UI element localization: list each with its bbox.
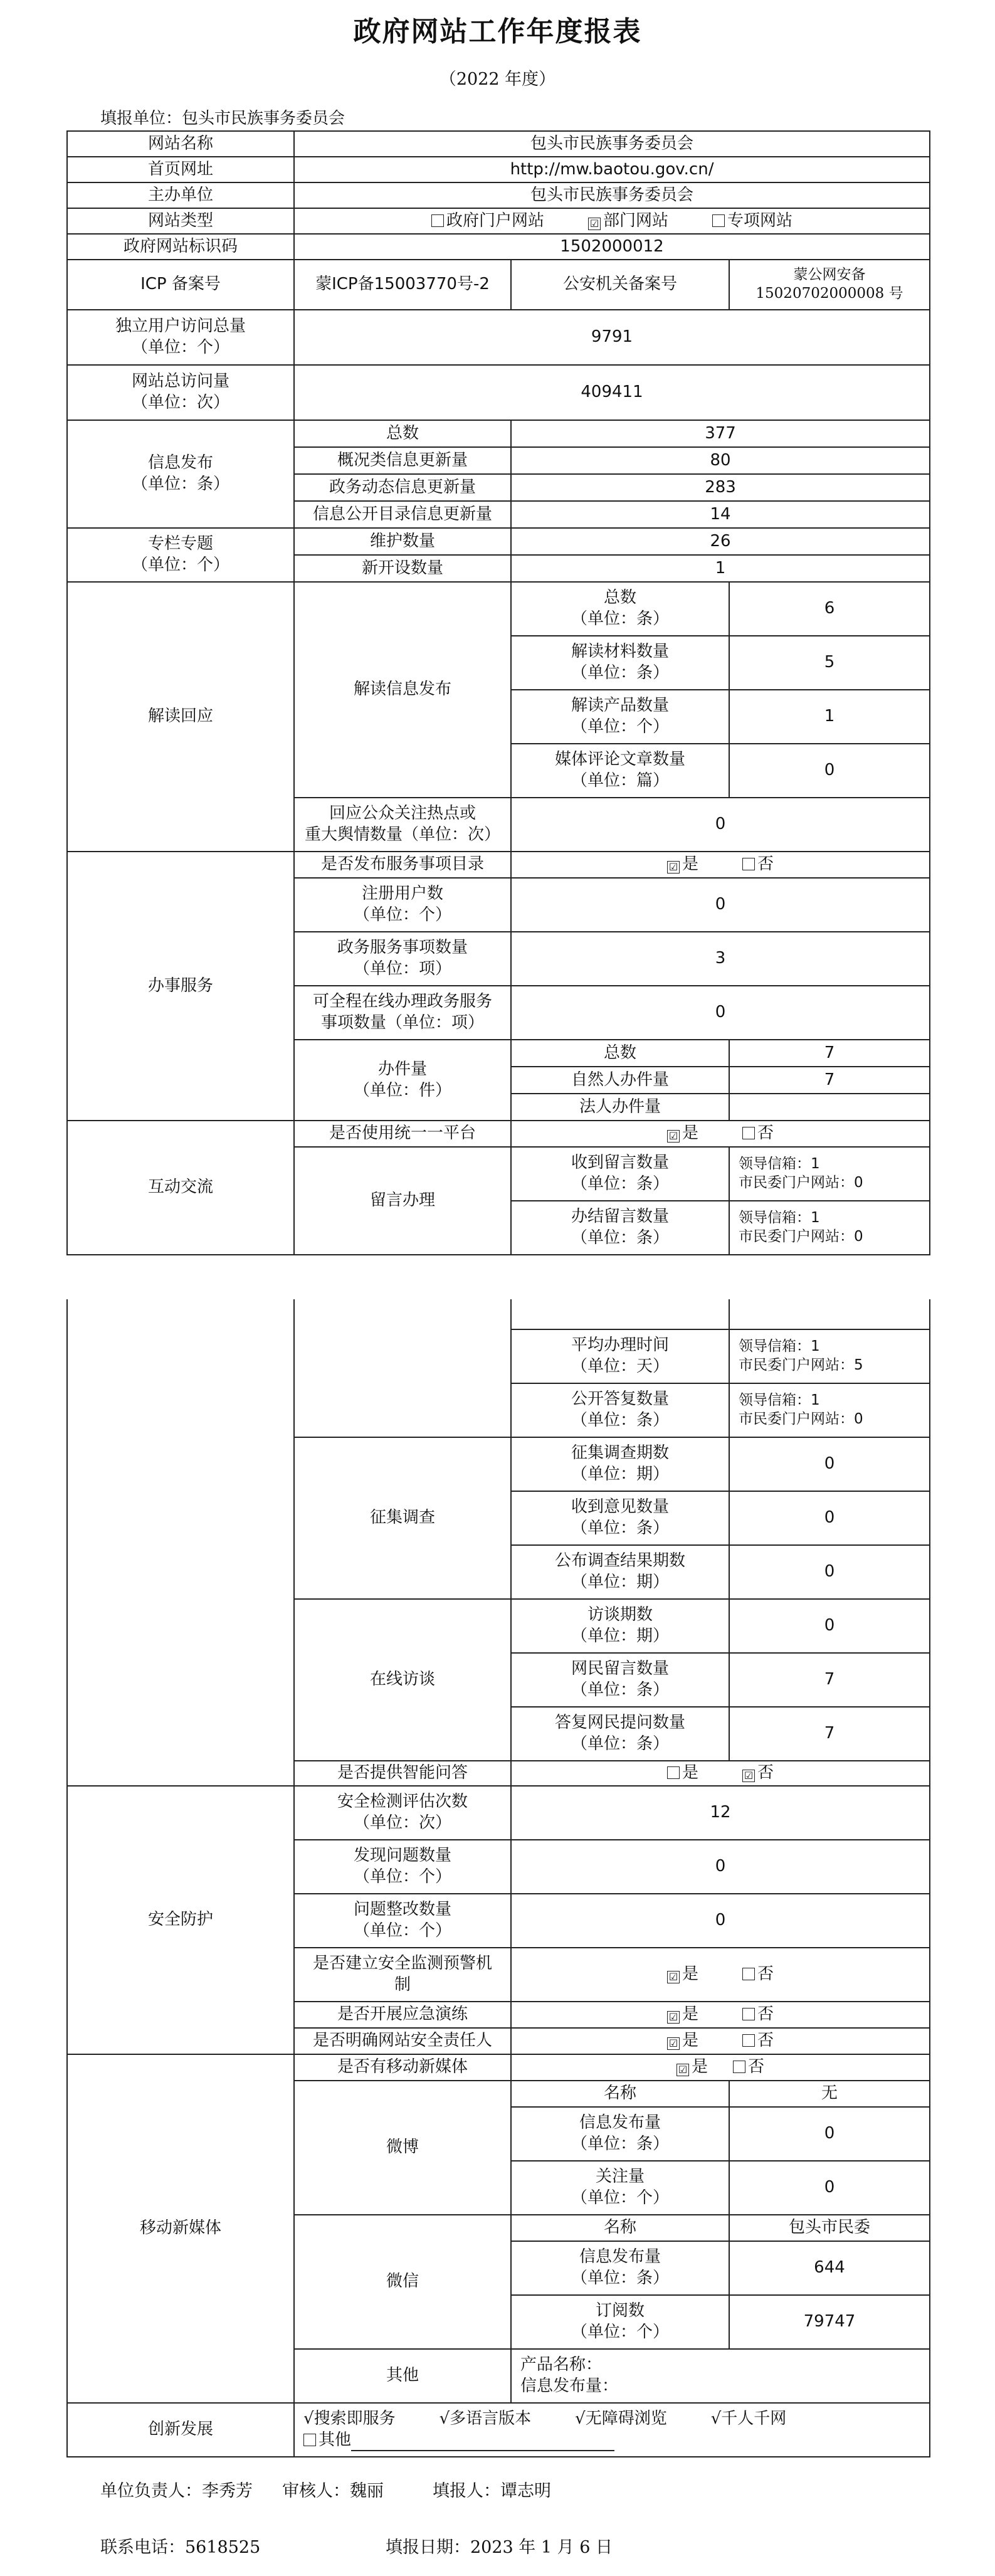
media-other-value: 产品名称： 信息发布量： — [511, 2349, 930, 2403]
checkbox-empty-icon — [712, 214, 725, 227]
visits-value: 409411 — [294, 365, 930, 420]
checkbox-empty-icon — [431, 214, 444, 227]
service-natural-label: 自然人办件量 — [511, 1067, 729, 1094]
footer-filler: 填报人：谭志明 — [433, 2481, 551, 2501]
checkbox-empty-icon — [667, 1766, 680, 1779]
wechat-name-label: 名称 — [511, 2215, 729, 2241]
checkbox-checked-icon: ☑ — [676, 2064, 689, 2076]
service-catalog-options: ☑ 是 否 — [511, 852, 930, 878]
security-issues-value: 0 — [511, 1840, 930, 1894]
site-type-options: 政府门户网站 ☑ 部门网站 专项网站 — [294, 208, 930, 234]
weibo-fans-label: 关注量 （单位：个） — [511, 2161, 729, 2215]
survey-periods-value: 0 — [729, 1437, 930, 1491]
interpret-label: 解读回应 — [67, 582, 294, 852]
checkbox-empty-icon — [742, 858, 755, 870]
column-new-label: 新开设数量 — [294, 555, 511, 582]
service-items-value: 3 — [511, 932, 930, 986]
service-handle-label: 办件量 （单位：件） — [294, 1040, 511, 1121]
footer-phone: 联系电话：5618525 — [100, 2538, 261, 2557]
interpret-respond-label: 回应公众关注热点或 重大舆情数量（单位：次） — [294, 798, 511, 852]
report-table-part-1 — [66, 130, 930, 1255]
interact-platform-label: 是否使用统一一平台 — [294, 1121, 511, 1147]
interact-message-continued — [294, 1299, 511, 1437]
interact-platform-options: ☑ 是 否 — [511, 1121, 930, 1147]
service-online-label: 可全程在线办理政务服务 事项数量（单位：项） — [294, 986, 511, 1040]
wechat-pub-value: 644 — [729, 2241, 930, 2295]
footer-date: 填报日期：2023 年 1 月 6 日 — [386, 2538, 613, 2557]
icp-value: 蒙ICP备15003770号-2 — [294, 260, 511, 310]
column-maintain-value: 26 — [511, 528, 930, 555]
security-fixed-value: 0 — [511, 1894, 930, 1948]
fill-in-line — [351, 2436, 614, 2451]
interpret-product-label: 解读产品数量 （单位：个） — [511, 690, 729, 744]
publish-label: 信息发布 （单位：条） — [67, 420, 294, 528]
checkbox-empty-icon — [742, 1127, 755, 1139]
interview-periods-label: 访谈期数 （单位：期） — [511, 1599, 729, 1653]
weibo-fans-value: 0 — [729, 2161, 930, 2215]
sponsor-label: 主办单位 — [67, 182, 294, 208]
security-eval-label: 安全检测评估次数 （单位：次） — [294, 1786, 511, 1840]
weibo-name-value: 无 — [729, 2081, 930, 2107]
report-table-part-2 — [66, 1299, 930, 2457]
service-items-label: 政务服务事项数量 （单位：项） — [294, 932, 511, 986]
footer-head: 单位负责人：李秀芳 — [100, 2481, 253, 2501]
checkbox-checked-icon: ☑ — [588, 218, 601, 230]
interact-avg-label: 平均办理时间 （单位：天） — [511, 1329, 729, 1383]
publish-overview-value: 80 — [511, 447, 930, 474]
weibo-name-label: 名称 — [511, 2081, 729, 2107]
wechat-name-value: 包头市民委 — [729, 2215, 930, 2241]
visits-label: 网站总访问量 （单位：次） — [67, 365, 294, 420]
site-id-value: 1502000012 — [294, 234, 930, 260]
interpret-material-label: 解读材料数量 （单位：条） — [511, 636, 729, 690]
security-issues-label: 发现问题数量 （单位：个） — [294, 1840, 511, 1894]
interact-label: 互动交流 — [67, 1121, 294, 1255]
publish-total-value: 377 — [511, 420, 930, 447]
security-resp-options: ☑ 是 否 — [511, 2028, 930, 2054]
innovation-options: √搜索即服务 √多语言版本 √无障碍浏览 √千人千网 其他 — [294, 2403, 930, 2457]
interact-avg-value: 领导信箱：1 市民委门户网站：5 — [729, 1329, 930, 1383]
column-label: 专栏专题 （单位：个） — [67, 528, 294, 582]
site-type-label: 网站类型 — [67, 208, 294, 234]
smart-qa-label: 是否提供智能问答 — [294, 1761, 511, 1786]
service-natural-value: 7 — [729, 1067, 930, 1094]
smart-qa-options: 是 ☑ 否 — [511, 1761, 930, 1786]
site-name-label: 网站名称 — [67, 131, 294, 157]
media-has-options: ☑ 是 否 — [511, 2054, 930, 2081]
publish-total-label: 总数 — [294, 420, 511, 447]
checkbox-checked-icon: ☑ — [667, 1130, 680, 1143]
blank-cell — [729, 1299, 930, 1329]
police-record-value: 蒙公网安备 15020702000008 号 — [729, 260, 930, 310]
checkbox-checked-icon: ☑ — [742, 1770, 755, 1782]
security-fixed-label: 问题整改数量 （单位：个） — [294, 1894, 511, 1948]
innovation-label: 创新发展 — [67, 2403, 294, 2457]
service-handle-total-label: 总数 — [511, 1040, 729, 1067]
security-drill-options: ☑ 是 否 — [511, 2002, 930, 2028]
media-other-label: 其他 — [294, 2349, 511, 2403]
checkbox-checked-icon: ☑ — [667, 1971, 680, 1983]
publish-overview-label: 概况类信息更新量 — [294, 447, 511, 474]
interview-periods-value: 0 — [729, 1599, 930, 1653]
survey-label: 征集调查 — [294, 1437, 511, 1599]
checkbox-empty-icon — [733, 2061, 745, 2073]
service-catalog-label: 是否发布服务事项目录 — [294, 852, 511, 878]
blank-cell — [511, 1299, 729, 1329]
column-new-value: 1 — [511, 555, 930, 582]
page-title: 政府网站工作年度报表 — [353, 16, 642, 48]
checkbox-empty-icon — [742, 1968, 755, 1980]
survey-results-label: 公布调查结果期数 （单位：期） — [511, 1545, 729, 1599]
interpret-media-value: 0 — [729, 744, 930, 798]
interact-message-label: 留言办理 — [294, 1147, 511, 1255]
service-legal-label: 法人办件量 — [511, 1094, 729, 1121]
security-label: 安全防护 — [67, 1786, 294, 2054]
interview-label: 在线访谈 — [294, 1599, 511, 1761]
media-has-label: 是否有移动新媒体 — [294, 2054, 511, 2081]
weibo-pub-label: 信息发布量 （单位：条） — [511, 2107, 729, 2161]
security-warn-options: ☑ 是 否 — [511, 1948, 930, 2002]
site-name-value: 包头市民族事务委员会 — [294, 131, 930, 157]
security-eval-value: 12 — [511, 1786, 930, 1840]
checkbox-checked-icon: ☑ — [667, 861, 680, 874]
interact-received-value: 领导信箱：1 市民委门户网站：0 — [729, 1147, 930, 1201]
survey-opinions-value: 0 — [729, 1491, 930, 1545]
security-drill-label: 是否开展应急演练 — [294, 2002, 511, 2028]
checkbox-empty-icon — [742, 2034, 755, 2047]
report-year: （2022 年度） — [439, 70, 556, 89]
wechat-sub-value: 79747 — [729, 2295, 930, 2349]
service-online-value: 0 — [511, 986, 930, 1040]
icp-label: ICP 备案号 — [67, 260, 294, 310]
service-users-label: 注册用户数 （单位：个） — [294, 878, 511, 932]
service-handle-total-value: 7 — [729, 1040, 930, 1067]
interact-reply-label: 公开答复数量 （单位：条） — [511, 1383, 729, 1437]
reporting-unit: 填报单位：包头市民族事务委员会 — [100, 109, 345, 128]
publish-news-value: 283 — [511, 474, 930, 501]
publish-news-label: 政务动态信息更新量 — [294, 474, 511, 501]
survey-periods-label: 征集调查期数 （单位：期） — [511, 1437, 729, 1491]
interact-continued-label — [67, 1299, 294, 1786]
interpret-total-value: 6 — [729, 582, 930, 636]
media-label: 移动新媒体 — [67, 2054, 294, 2403]
interact-done-label: 办结留言数量 （单位：条） — [511, 1201, 729, 1255]
checkbox-checked-icon: ☑ — [667, 2011, 680, 2024]
service-label: 办事服务 — [67, 852, 294, 1121]
column-maintain-label: 维护数量 — [294, 528, 511, 555]
interpret-material-value: 5 — [729, 636, 930, 690]
interpret-media-label: 媒体评论文章数量 （单位：篇） — [511, 744, 729, 798]
interact-reply-value: 领导信箱：1 市民委门户网站：0 — [729, 1383, 930, 1437]
publish-open-label: 信息公开目录信息更新量 — [294, 501, 511, 528]
checkbox-empty-icon — [742, 2008, 755, 2020]
publish-open-value: 14 — [511, 501, 930, 528]
checkbox-checked-icon: ☑ — [667, 2037, 680, 2050]
interview-netmsg-label: 网民留言数量 （单位：条） — [511, 1653, 729, 1707]
interact-done-value: 领导信箱：1 市民委门户网站：0 — [729, 1201, 930, 1255]
sponsor-value: 包头市民族事务委员会 — [294, 182, 930, 208]
interview-answer-value: 7 — [729, 1707, 930, 1761]
police-record-label: 公安机关备案号 — [511, 260, 729, 310]
interview-netmsg-value: 7 — [729, 1653, 930, 1707]
interpret-product-value: 1 — [729, 690, 930, 744]
security-resp-label: 是否明确网站安全责任人 — [294, 2028, 511, 2054]
interpret-total-label: 总数 （单位：条） — [511, 582, 729, 636]
weibo-label: 微博 — [294, 2081, 511, 2215]
checkbox-empty-icon — [303, 2434, 316, 2446]
interpret-respond-value: 0 — [511, 798, 930, 852]
service-users-value: 0 — [511, 878, 930, 932]
footer-reviewer: 审核人：魏丽 — [282, 2481, 384, 2501]
weibo-pub-value: 0 — [729, 2107, 930, 2161]
interpret-publish-label: 解读信息发布 — [294, 582, 511, 798]
service-legal-value — [729, 1094, 930, 1121]
wechat-label: 微信 — [294, 2215, 511, 2349]
interact-received-label: 收到留言数量 （单位：条） — [511, 1147, 729, 1201]
wechat-sub-label: 订阅数 （单位：个） — [511, 2295, 729, 2349]
visitors-label: 独立用户访问总量 （单位：个） — [67, 310, 294, 365]
interview-answer-label: 答复网民提问数量 （单位：条） — [511, 1707, 729, 1761]
survey-results-value: 0 — [729, 1545, 930, 1599]
home-url-value: http://mw.baotou.gov.cn/ — [294, 157, 930, 182]
visitors-value: 9791 — [294, 310, 930, 365]
survey-opinions-label: 收到意见数量 （单位：条） — [511, 1491, 729, 1545]
security-warn-label: 是否建立安全监测预警机 制 — [294, 1948, 511, 2002]
home-url-label: 首页网址 — [67, 157, 294, 182]
site-id-label: 政府网站标识码 — [67, 234, 294, 260]
wechat-pub-label: 信息发布量 （单位：条） — [511, 2241, 729, 2295]
